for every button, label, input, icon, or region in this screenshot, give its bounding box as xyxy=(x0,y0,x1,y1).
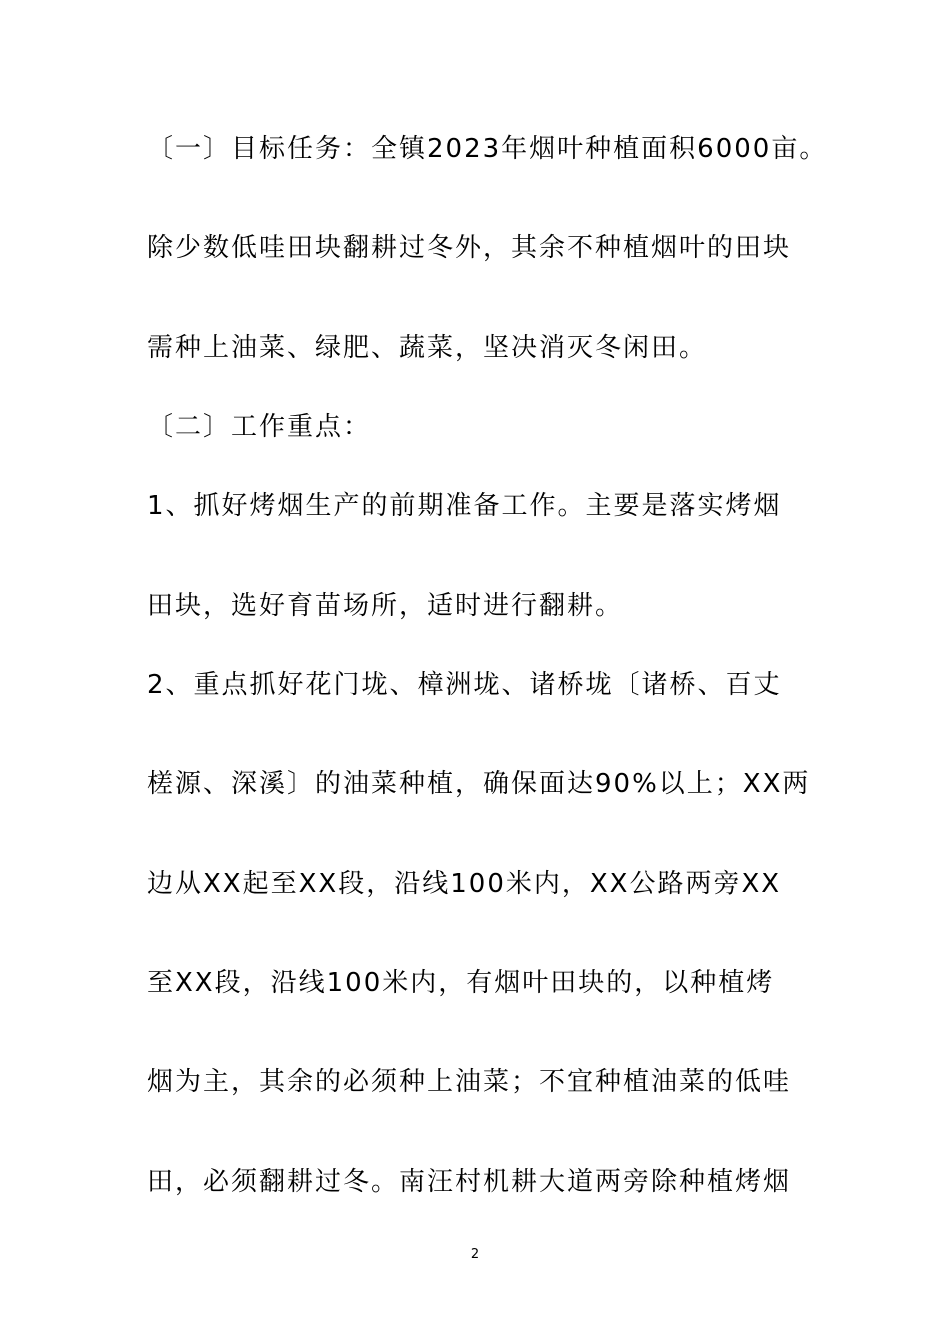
body-text-line: 田，必须翻耕过冬。南汪村机耕大道两旁除种植烤烟 xyxy=(147,1167,792,1197)
body-text-line: 田块，选好育苗场所，适时进行翻耕。 xyxy=(147,591,624,621)
body-text-line: 至XX段，沿线100米内，有烟叶田块的，以种植烤 xyxy=(147,968,775,998)
page-number: 2 xyxy=(470,1247,480,1262)
list-item-2-line: 2、重点抓好花门垅、樟洲垅、诸桥垅〔诸桥、百丈 xyxy=(147,670,782,700)
body-text-line: 槎源、深溪〕的油菜种植，确保面达90%以上；XX两 xyxy=(147,769,811,799)
work-focus-heading: 〔二〕工作重点： xyxy=(147,412,372,442)
target-task-line: 〔一〕目标任务：全镇2023年烟叶种植面积6000亩。 xyxy=(147,134,828,164)
body-text-line: 需种上油菜、绿肥、蔬菜，坚决消灭冬闲田。 xyxy=(147,333,708,363)
list-item-1-line: 1、抓好烤烟生产的前期准备工作。主要是落实烤烟 xyxy=(147,491,782,521)
body-text-line: 边从XX起至XX段，沿线100米内，XX公路两旁XX xyxy=(147,869,782,899)
body-text-line: 除少数低哇田块翻耕过冬外，其余不种植烟叶的田块 xyxy=(147,233,792,263)
body-text-line: 烟为主，其余的必须种上油菜；不宜种植油菜的低哇 xyxy=(147,1067,792,1097)
